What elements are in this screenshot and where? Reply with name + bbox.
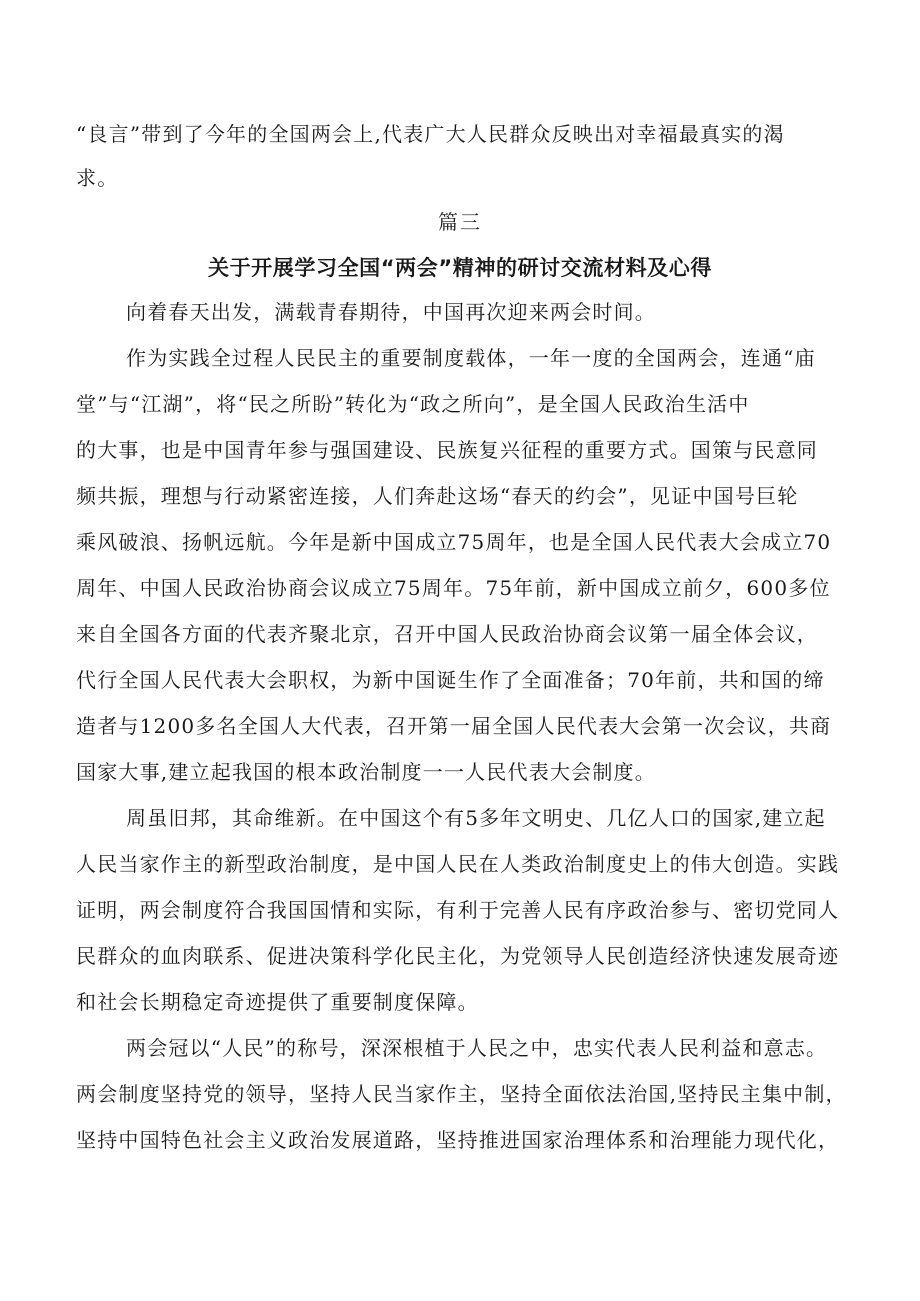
paragraph-line: 代行全国人民代表大会职权，为新中国诞生作了全面准备；70年前，共和国的缔 (76, 668, 825, 692)
paragraph-line: 堂”与“江湖”，将“民之所盼”转化为“政之所向”，是全国人民政治生活中 (76, 392, 750, 416)
paragraph-line: 民群众的血肉联系、促进决策科学化民主化，为党领导人民创造经济快速发展奇迹 (76, 944, 840, 968)
paragraph-line: 向着春天出发，满载青春期待，中国再次迎来两会时间。 (126, 300, 656, 324)
paragraph-line: 两会冠以“人民”的称号，深深根植于人民之中，忠实代表人民利益和意志。 (126, 1036, 828, 1060)
paragraph-line: 坚持中国特色社会主义政治发展道路，坚持推进国家治理体系和治理能力现代化， (76, 1128, 840, 1152)
paragraph-line: 周年、中国人民政治协商会议成立75周年。75年前，新中国成立前夕，600多位 (76, 576, 831, 600)
paragraph-line: 的大事，也是中国青年参与强国建设、民族复兴征程的重要方式。国策与民意同 (76, 438, 818, 462)
paragraph-line: 来自全国各方面的代表齐聚北京，召开中国人民政治协商会议第一届全体会议， (76, 622, 818, 646)
paragraph-line: 频共振，理想与行动紧密连接，人们奔赴这场“春天的约会”，见证中国号巨轮 (76, 484, 799, 508)
paragraph-line: 造者与1200多名全国人大代表，召开第一届全国人民代表大会第一次会议，共商 (76, 714, 832, 738)
paragraph-line: 人民当家作主的新型政治制度，是中国人民在人类政治制度史上的伟大创造。实践 (76, 852, 840, 876)
paragraph-line: 两会制度坚持党的领导，坚持人民当家作主，坚持全面依法治国,坚持民主集中制， (76, 1082, 847, 1106)
paragraph-line: 证明，两会制度符合我国国情和实际，有利于完善人民有序政治参与、密切党同人 (76, 898, 840, 922)
paragraph-line: 国家大事,建立起我国的根本政治制度一一人民代表大会制度。 (76, 760, 656, 784)
paragraph-line: 周虽旧邦，其命维新。在中国这个有5多年文明史、几亿人口的国家,建立起 (126, 806, 826, 830)
document-title: 关于开展学习全国“两会”精神的研讨交流材料及心得 (207, 256, 712, 280)
body-line: 求。 (76, 166, 119, 190)
body-line: “良言”带到了今年的全国两会上,代表广大人民群众反映出对幸福最真实的渴 (76, 122, 785, 146)
paragraph-line: 乘风破浪、扬帆远航。今年是新中国成立75周年，也是全国人民代表大会成立70 (76, 530, 832, 554)
section-label: 篇三 (438, 210, 482, 234)
paragraph-line: 和社会长期稳定奇迹提供了重要制度保障。 (76, 990, 479, 1014)
paragraph-line: 作为实践全过程人民民主的重要制度载体，一年一度的全国两会，连通“庙 (126, 346, 816, 370)
